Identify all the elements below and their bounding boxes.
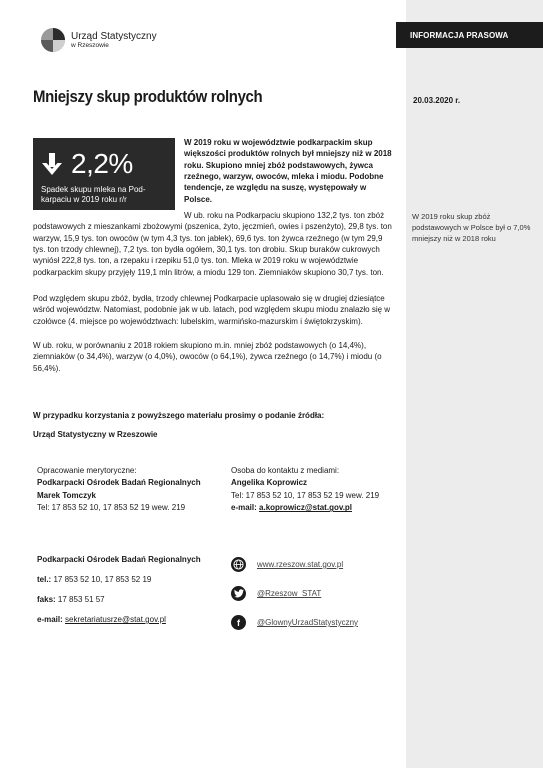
media-contact-block [231,465,401,515]
author-phone: Tel: 17 853 52 10, 17 853 52 19 wew. 219 [37,503,186,513]
office-tel: 17 853 52 10, 17 853 52 19 [53,575,152,584]
media-contact-phone: Tel: 17 853 52 10, 17 853 52 19 wew. 219 [231,490,380,500]
media-heading: Osoba do kontaktu z mediami: [231,466,340,475]
right-sidebar [406,0,543,768]
publication-date: 20.03.2020 r. [413,96,461,105]
page-title: Mniejszy skup produktów rolnych [33,87,263,106]
office-email-link[interactable]: sekretariatusrze@stat.gov.pl [65,615,166,624]
author-name: Marek Tomczyk [37,490,96,500]
facebook-link[interactable]: @GlownyUrzadStatystyczny [257,618,359,627]
highlight-caption-line1: Spadek skupu mleka na Pod- [41,185,146,194]
body-paragraph-1 [33,210,394,278]
social-website[interactable] [231,550,401,579]
social-links [231,550,401,637]
office-email-label: e-mail: [37,615,63,624]
office-tel-label: tel.: [37,575,52,584]
org-logo [40,25,160,55]
twitter-link[interactable]: @Rzeszow_STAT [257,589,322,598]
highlight-value: 2,2% [71,148,133,179]
side-note: W 2019 roku skup zbóż podstawowych w Polsce był o 7,0% mniejszy niż w 2018 roku [412,212,531,243]
org-name: Urząd Statystyczny [71,30,157,42]
highlight-caption-line2: karpaciu w 2019 roku r/r [41,195,127,205]
author-org: Podkarpacki Ośrodek Badań Regionalnych [37,478,201,488]
press-release-label: INFORMACJA PRASOWA [396,22,543,48]
office-fax-label: faks: [37,595,56,604]
body-paragraph-3: W ub. roku, w porównaniu z 2018 rokiem skupiono m.in. mniej zbóż podstawowych (o 14,4%), ziemniaków (o 34,4%), warzyw (o 4,0%), owoców (o 64,1%), żywca rzeźnego (o 14,7%) i miodu (o 56,4%). [33,341,382,373]
media-email-label: e-mail: [231,503,257,513]
lead-paragraph: W 2019 roku w województwie podkarpackim skup większości produktów rolnych był mniejszy niż w 2018 roku. Skupiono mniej zbóż podstawowych, żywca rzeźnego, warzyw, owoców, mleka i miodu. Podobne tendencje, ze względu na suszę, występowały w Polsce. [184,138,392,204]
body-paragraph-2: Pod względem skupu zbóż, bydła, trzody chlewnej Podkarpacie uplasowało się w drugiej dziesiątce wśród województw. Natomiast, podobnie jak w ub. latach, pod względem skupu miodu znalazło się w czołówce (4. miejsce po województwach: lubelskim, warmińsko-mazurskim i świętokrzyskim). [33,294,391,326]
author-heading: Opracowanie merytoryczne: [37,466,137,475]
source-request: W przypadku korzystania z powyższego materiału prosimy o podanie źródła: [33,411,325,420]
office-fax: 17 853 51 57 [57,595,105,604]
media-contact-name: Angelika Koprowicz [231,478,308,488]
office-block [37,556,222,636]
body-paragraph-1-text: W ub. roku na Podkarpaciu skupiono 132,2 tys. ton zbóż podstawowych z mieszankami zbożowymi (pszenica, żyto, jęczmień, owies i pszenżyto), 29,8 tys. ton warzyw, 15,9 tys. ton owoców (w tym 4,3 tys. ton jabłek), 69,6 tys. ton żywca rzeźnego (w tym 29,9 tys. ton trzody chlewnej), 7,2 tys. ton bydła ogółem, 30,1 tys. ton drobiu. Skup buraków cukrowych wyniósł 222,8 tys. ton, a rzepaku i rzepiku 51,0 tys. ton. Mleka w 2019 roku w województwie podkarpackim skupy przyjęły 119,1 mln litrów, a miodu 129 ton. Ziemniaków skupiono 30,7 tys. ton. [33,211,392,277]
office-name: Podkarpacki Ośrodek Badań Regionalnych [37,555,201,564]
arrow-down-icon [41,152,63,176]
facebook-icon: f [231,615,246,630]
highlight-box [33,138,175,210]
source-name: Urząd Statystyczny w Rzeszowie [33,430,158,439]
media-email-link[interactable]: a.koprowicz@stat.gov.pl [259,503,353,513]
website-link[interactable]: www.rzeszow.stat.gov.pl [257,560,344,569]
content-author-block [37,465,222,515]
social-facebook[interactable] [231,608,401,637]
social-twitter[interactable] [231,579,401,608]
globe-icon [231,557,246,572]
org-location: w Rzeszowie [71,41,109,49]
twitter-icon [231,586,246,601]
logo-icon [40,27,66,53]
